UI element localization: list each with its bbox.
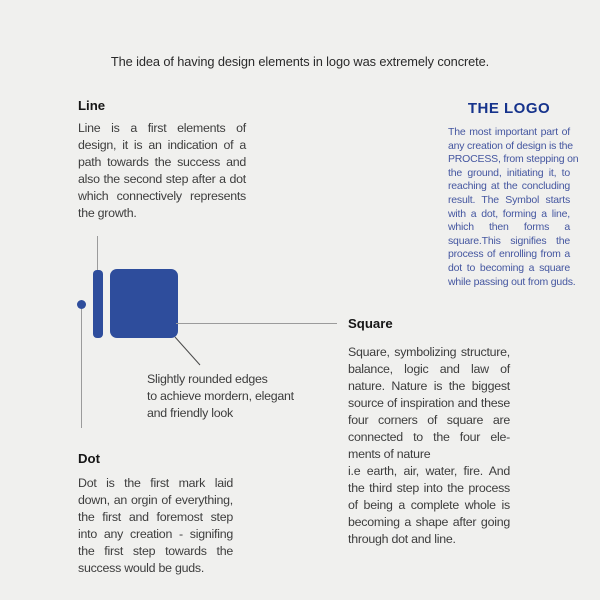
connector-square-to-annotation <box>170 330 210 372</box>
connector-square-to-square-section <box>176 323 337 324</box>
connector-dot-to-dot-section <box>81 309 82 428</box>
dot-section-paragraph: Dot is the first mark laid down, an orgin of everything, the first and foremost step into any creation - signifing the first step towards the success would be guds. <box>78 476 233 575</box>
rounded-edges-annotation: Slightly rounded edges to achieve mordern, elegant and friendly look <box>147 372 294 420</box>
square-section-title: Square <box>348 316 393 331</box>
line-section-paragraph: Line is a first elements of design, it is an indication of a path towards the success and also the second step after a dot which connectively represents the growth. <box>78 121 246 220</box>
page-tagline: The idea of having design elements in logo was extremely concrete. <box>110 54 490 69</box>
dot-shape <box>77 300 86 309</box>
line-section-title: Line <box>78 98 106 113</box>
connector-line-above-bar <box>97 236 98 270</box>
square-section-paragraph: Square, symbolizing structure, balance, logic and law of nature. Nature is the biggest source of inspiration and these four corners of square are connected to the four ele- ments of nature i.e earth, air, water, fire. And the third step into the process of being a complete whole is becoming a shape after going through dot and line. <box>348 345 510 546</box>
dot-section-title: Dot <box>78 451 100 466</box>
logo-section-title: THE LOGO <box>467 100 551 117</box>
logo-section-paragraph: The most important part of any creation of design is the PROCESS, from stepping on the ground, initiating it, to reaching at the concluding result. The Symbol starts with a dot, forming a line, which then forms a square.This signifies the process of enrolling from a dot to becoming a square while passing out from guds. <box>448 126 579 288</box>
line-bar-shape <box>93 270 103 338</box>
square-shape <box>110 269 178 338</box>
